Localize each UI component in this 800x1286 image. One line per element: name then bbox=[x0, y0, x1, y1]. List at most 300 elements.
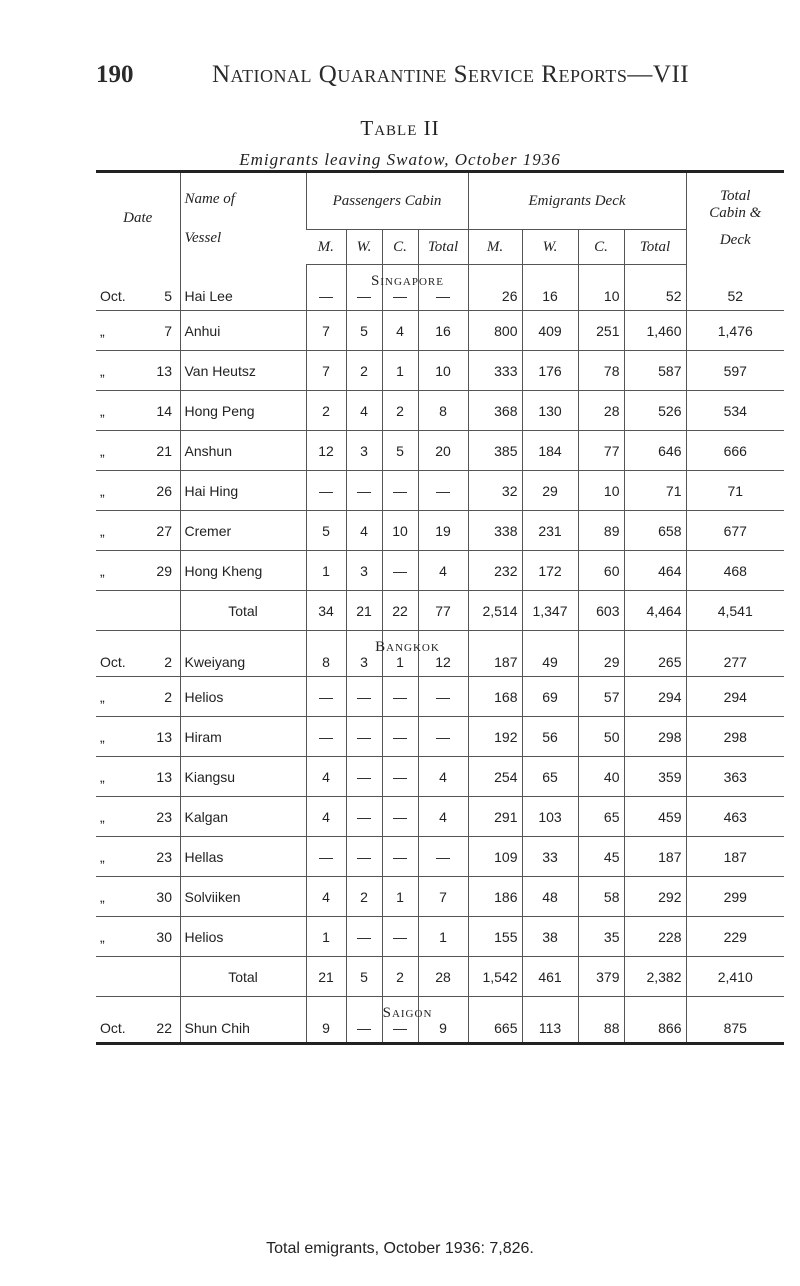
grand-total bbox=[686, 431, 784, 471]
cabin-children bbox=[382, 551, 418, 591]
cabin-women-value: — bbox=[357, 728, 371, 745]
deck-women bbox=[522, 677, 578, 717]
vessel-name: Kalgan bbox=[180, 797, 306, 837]
deck-women bbox=[522, 997, 578, 1044]
deck-total-value: 1,460 bbox=[646, 322, 682, 339]
cabin-women-value: — bbox=[357, 288, 371, 304]
table-row bbox=[96, 837, 784, 877]
deck-children-value: 10 bbox=[603, 482, 620, 499]
cabin-total bbox=[418, 757, 468, 797]
cabin-women-value: — bbox=[357, 768, 371, 785]
grand-total-value: 875 bbox=[723, 1020, 747, 1036]
cabin-children-value: 4 bbox=[396, 322, 404, 339]
cabin-total bbox=[418, 351, 468, 391]
cabin-women-value: — bbox=[357, 482, 371, 499]
deck-women-value: 409 bbox=[538, 322, 562, 339]
cabin-men bbox=[306, 797, 346, 837]
date-month: „ bbox=[100, 808, 105, 825]
date-day: 2 bbox=[164, 654, 172, 670]
deck-men bbox=[468, 511, 522, 551]
date-cell bbox=[96, 431, 180, 471]
total-deck-women: 1,347 bbox=[522, 591, 578, 631]
cabin-total-value: — bbox=[436, 288, 450, 304]
date-month: Oct. bbox=[100, 654, 126, 670]
deck-total bbox=[624, 717, 686, 757]
cabin-men-value: 1 bbox=[322, 928, 330, 945]
deck-men bbox=[468, 717, 522, 757]
table-row bbox=[96, 997, 784, 1044]
cabin-women bbox=[346, 797, 382, 837]
col-header-grand-line2: Cabin & bbox=[709, 205, 762, 222]
date-month: „ bbox=[100, 442, 105, 459]
date-cell bbox=[96, 757, 180, 797]
deck-women-value: 49 bbox=[542, 654, 558, 670]
deck-total-value: 52 bbox=[665, 288, 682, 304]
date-cell bbox=[96, 631, 180, 677]
table-title: Table II bbox=[360, 116, 440, 140]
cabin-women bbox=[346, 837, 382, 877]
cabin-total-value: 10 bbox=[435, 362, 451, 379]
cabin-women-value: — bbox=[357, 688, 371, 705]
deck-children bbox=[578, 391, 624, 431]
deck-men bbox=[468, 757, 522, 797]
date-cell bbox=[96, 917, 180, 957]
total-cabin-women: 21 bbox=[346, 591, 382, 631]
total-deck-children: 379 bbox=[578, 957, 624, 997]
date-cell bbox=[96, 351, 180, 391]
table-row bbox=[96, 757, 784, 797]
table-row bbox=[96, 511, 784, 551]
deck-total-value: 359 bbox=[658, 768, 682, 785]
table-row bbox=[96, 471, 784, 511]
grand-total-value: 677 bbox=[723, 522, 747, 539]
deck-total bbox=[624, 757, 686, 797]
date-month: „ bbox=[100, 888, 105, 905]
grand-total-value: 1,476 bbox=[717, 322, 753, 339]
deck-children-value: 88 bbox=[603, 1020, 620, 1036]
deck-men-value: 800 bbox=[494, 322, 518, 339]
cabin-total-value: 12 bbox=[435, 654, 451, 670]
deck-women bbox=[522, 717, 578, 757]
grand-total-value: 298 bbox=[723, 728, 747, 745]
cabin-men bbox=[306, 311, 346, 351]
date-cell bbox=[96, 677, 180, 717]
date-month: „ bbox=[100, 688, 105, 705]
total-deck-children: 603 bbox=[578, 591, 624, 631]
cabin-men-value: 7 bbox=[322, 322, 330, 339]
cabin-children bbox=[382, 717, 418, 757]
date-day: 13 bbox=[156, 362, 172, 379]
deck-men bbox=[468, 551, 522, 591]
col-group-deck: Emigrants Deck bbox=[468, 172, 686, 230]
date-day: 7 bbox=[164, 322, 172, 339]
deck-women-value: 69 bbox=[542, 688, 558, 705]
vessel-name: Cremer bbox=[180, 511, 306, 551]
col-header-grand-total bbox=[686, 172, 784, 265]
grand-total bbox=[686, 471, 784, 511]
col-header-cabin-m: M. bbox=[306, 230, 346, 265]
cabin-men bbox=[306, 511, 346, 551]
emigrants-table bbox=[96, 170, 784, 1045]
deck-men bbox=[468, 431, 522, 471]
deck-children-value: 29 bbox=[603, 654, 620, 670]
cabin-women bbox=[346, 997, 433, 1044]
cabin-men-value: — bbox=[319, 688, 333, 705]
deck-total bbox=[624, 431, 686, 471]
deck-women bbox=[522, 511, 578, 551]
cabin-children bbox=[382, 511, 418, 551]
deck-women bbox=[522, 431, 578, 471]
deck-women bbox=[522, 797, 578, 837]
deck-children bbox=[578, 877, 624, 917]
date-month: „ bbox=[100, 768, 105, 785]
cabin-women-value: 3 bbox=[360, 654, 368, 670]
grand-total-value: 597 bbox=[723, 362, 747, 379]
cabin-men-value: 9 bbox=[322, 1020, 330, 1036]
cabin-children bbox=[382, 797, 418, 837]
table-row bbox=[96, 717, 784, 757]
date-month: „ bbox=[100, 322, 105, 339]
table-row bbox=[96, 631, 784, 677]
deck-women bbox=[522, 917, 578, 957]
col-header-cabin-total: Total bbox=[418, 230, 468, 265]
table-row bbox=[96, 877, 784, 917]
date-month: „ bbox=[100, 482, 105, 499]
deck-children-value: 45 bbox=[603, 848, 620, 865]
deck-children bbox=[578, 351, 624, 391]
total-blank bbox=[96, 591, 180, 631]
grand-total-value: 463 bbox=[723, 808, 747, 825]
total-deck-men: 1,542 bbox=[468, 957, 522, 997]
deck-men bbox=[468, 837, 522, 877]
date-day: 21 bbox=[156, 442, 172, 459]
date-day: 23 bbox=[156, 848, 172, 865]
cabin-men-value: — bbox=[319, 288, 333, 304]
date-day: 22 bbox=[156, 1020, 172, 1036]
running-header: National Quarantine Service Reports—VII bbox=[212, 61, 690, 88]
date-day: 26 bbox=[156, 482, 172, 499]
cabin-men bbox=[306, 877, 346, 917]
cabin-women-value: 5 bbox=[360, 322, 368, 339]
deck-total bbox=[624, 351, 686, 391]
cabin-women-value: 2 bbox=[360, 362, 368, 379]
vessel-name: Van Heutsz bbox=[180, 351, 306, 391]
table-row bbox=[96, 551, 784, 591]
date-day: 29 bbox=[156, 562, 172, 579]
cabin-women-value: 3 bbox=[360, 562, 368, 579]
cabin-total-value: 7 bbox=[439, 888, 447, 905]
grand-total bbox=[686, 837, 784, 877]
total-cabin-men: 21 bbox=[306, 957, 346, 997]
date-cell bbox=[96, 265, 180, 311]
total-label: Total bbox=[180, 591, 306, 631]
deck-children-value: 89 bbox=[603, 522, 620, 539]
date-cell bbox=[96, 997, 180, 1044]
deck-women bbox=[522, 471, 578, 511]
grand-total bbox=[686, 351, 784, 391]
col-group-cabin: Passengers Cabin bbox=[306, 172, 468, 230]
deck-total bbox=[624, 677, 686, 717]
cabin-men bbox=[306, 757, 346, 797]
vessel-name: Hellas bbox=[180, 837, 306, 877]
grand-total-value: 52 bbox=[727, 288, 744, 304]
deck-men bbox=[468, 677, 522, 717]
deck-total-value: 459 bbox=[658, 808, 682, 825]
deck-children-value: 78 bbox=[603, 362, 620, 379]
deck-children bbox=[578, 631, 624, 677]
date-month: „ bbox=[100, 522, 105, 539]
deck-women bbox=[522, 757, 578, 797]
deck-men-value: 109 bbox=[494, 848, 518, 865]
date-cell bbox=[96, 551, 180, 591]
cabin-men bbox=[306, 391, 346, 431]
date-month: „ bbox=[100, 562, 105, 579]
col-header-deck-total: Total bbox=[624, 230, 686, 265]
deck-women bbox=[522, 311, 578, 351]
cabin-children-value: — bbox=[393, 848, 407, 865]
cabin-men-value: 7 bbox=[322, 362, 330, 379]
deck-total-value: 646 bbox=[658, 442, 682, 459]
deck-total bbox=[624, 265, 686, 311]
deck-men bbox=[468, 351, 522, 391]
deck-children-value: 35 bbox=[603, 928, 620, 945]
cabin-men-value: — bbox=[319, 848, 333, 865]
deck-total-value: 71 bbox=[665, 482, 682, 499]
cabin-women bbox=[346, 917, 382, 957]
date-cell bbox=[96, 391, 180, 431]
grand-total-value: 229 bbox=[723, 928, 747, 945]
section-port-label: Saigon bbox=[382, 1005, 433, 1021]
cabin-children bbox=[382, 837, 418, 877]
deck-women bbox=[522, 631, 578, 677]
grand-total-value: 299 bbox=[723, 888, 747, 905]
deck-women bbox=[522, 877, 578, 917]
cabin-total bbox=[418, 877, 468, 917]
grand-total bbox=[686, 877, 784, 917]
table-row bbox=[96, 431, 784, 471]
date-cell bbox=[96, 797, 180, 837]
deck-children-value: 58 bbox=[603, 888, 620, 905]
cabin-total-value: 9 bbox=[439, 1020, 447, 1036]
cabin-women-value: — bbox=[357, 1020, 371, 1036]
deck-women-value: 184 bbox=[538, 442, 562, 459]
cabin-children bbox=[382, 351, 418, 391]
deck-women-value: 231 bbox=[538, 522, 562, 539]
cabin-women bbox=[346, 677, 382, 717]
cabin-total bbox=[418, 797, 468, 837]
cabin-total-value: 4 bbox=[439, 768, 447, 785]
col-header-vessel-line1: Name of bbox=[184, 190, 235, 207]
table-row bbox=[96, 351, 784, 391]
deck-children bbox=[578, 837, 624, 877]
cabin-total-value: 4 bbox=[439, 808, 447, 825]
vessel-name: Hai Hing bbox=[180, 471, 306, 511]
deck-total-value: 292 bbox=[658, 888, 682, 905]
deck-men-value: 32 bbox=[501, 482, 518, 499]
table-body bbox=[96, 265, 784, 1044]
grand-total bbox=[686, 631, 784, 677]
deck-total bbox=[624, 997, 686, 1044]
date-cell bbox=[96, 471, 180, 511]
deck-men bbox=[468, 917, 522, 957]
cabin-children-value: — bbox=[393, 928, 407, 945]
cabin-children bbox=[382, 311, 418, 351]
deck-men-value: 155 bbox=[494, 928, 518, 945]
vessel-name: Kweiyang bbox=[180, 631, 306, 677]
grand-total-value: 71 bbox=[727, 482, 744, 499]
date-month: „ bbox=[100, 402, 105, 419]
cabin-total-value: — bbox=[436, 848, 450, 865]
table-row bbox=[96, 265, 784, 311]
cabin-total-value: — bbox=[436, 728, 450, 745]
cabin-children-value: — bbox=[393, 1020, 407, 1036]
total-label: Total bbox=[180, 957, 306, 997]
col-header-vessel-line2: Vessel bbox=[184, 229, 222, 246]
grand-total-value: 534 bbox=[723, 402, 747, 419]
deck-men bbox=[468, 797, 522, 837]
cabin-women-value: 4 bbox=[360, 522, 368, 539]
cabin-women-value: 2 bbox=[360, 888, 368, 905]
vessel-name: Hiram bbox=[180, 717, 306, 757]
cabin-total bbox=[418, 471, 468, 511]
deck-children-value: 40 bbox=[603, 768, 620, 785]
table-row bbox=[96, 797, 784, 837]
deck-total-value: 228 bbox=[658, 928, 682, 945]
vessel-name: Helios bbox=[180, 917, 306, 957]
deck-total bbox=[624, 631, 686, 677]
cabin-women bbox=[346, 431, 382, 471]
deck-total-value: 464 bbox=[658, 562, 682, 579]
cabin-men bbox=[306, 471, 346, 511]
cabin-men bbox=[306, 351, 346, 391]
cabin-men-value: — bbox=[319, 482, 333, 499]
deck-children bbox=[578, 997, 624, 1044]
deck-women-value: 113 bbox=[538, 1020, 562, 1036]
cabin-total bbox=[418, 431, 468, 471]
total-cabin-men: 34 bbox=[306, 591, 346, 631]
deck-total bbox=[624, 877, 686, 917]
deck-total bbox=[624, 311, 686, 351]
deck-total bbox=[624, 391, 686, 431]
vessel-name: Hai Lee bbox=[180, 265, 306, 311]
cabin-children-value: — bbox=[393, 768, 407, 785]
deck-total-value: 658 bbox=[658, 522, 682, 539]
date-day: 27 bbox=[156, 522, 172, 539]
deck-women-value: 56 bbox=[542, 728, 558, 745]
deck-men-value: 333 bbox=[494, 362, 518, 379]
cabin-women bbox=[346, 757, 382, 797]
grand-total bbox=[686, 997, 784, 1044]
col-header-cabin-c: C. bbox=[382, 230, 418, 265]
cabin-children-value: 1 bbox=[396, 362, 404, 379]
deck-women-value: 38 bbox=[542, 928, 558, 945]
cabin-children bbox=[382, 757, 418, 797]
vessel-name: Shun Chih bbox=[180, 997, 306, 1044]
deck-total-value: 187 bbox=[658, 848, 682, 865]
deck-women bbox=[522, 837, 578, 877]
date-month: „ bbox=[100, 928, 105, 945]
grand-total bbox=[686, 311, 784, 351]
cabin-men bbox=[306, 837, 346, 877]
cabin-total bbox=[418, 717, 468, 757]
cabin-total bbox=[418, 511, 468, 551]
table-row bbox=[96, 917, 784, 957]
col-header-vessel bbox=[180, 172, 306, 265]
deck-total bbox=[624, 551, 686, 591]
cabin-children bbox=[382, 677, 418, 717]
deck-men-value: 168 bbox=[494, 688, 518, 705]
deck-total bbox=[624, 471, 686, 511]
section-total-row bbox=[96, 591, 784, 631]
deck-total-value: 866 bbox=[658, 1020, 682, 1036]
cabin-men bbox=[306, 917, 346, 957]
total-grand-total: 2,410 bbox=[686, 957, 784, 997]
cabin-children bbox=[382, 471, 418, 511]
deck-children-value: 57 bbox=[603, 688, 620, 705]
deck-children-value: 251 bbox=[596, 322, 620, 339]
col-header-deck-m: M. bbox=[468, 230, 522, 265]
deck-total bbox=[624, 837, 686, 877]
col-header-date: Date bbox=[96, 172, 180, 265]
deck-women-value: 48 bbox=[542, 888, 558, 905]
cabin-women bbox=[346, 391, 382, 431]
deck-children-value: 10 bbox=[603, 288, 620, 304]
deck-men bbox=[468, 471, 522, 511]
cabin-men bbox=[306, 431, 346, 471]
deck-children-value: 65 bbox=[603, 808, 620, 825]
cabin-men-value: 8 bbox=[322, 654, 330, 670]
vessel-name: Helios bbox=[180, 677, 306, 717]
deck-women-value: 103 bbox=[538, 808, 562, 825]
grand-total-value: 294 bbox=[723, 688, 747, 705]
cabin-women bbox=[346, 351, 382, 391]
cabin-total bbox=[418, 311, 468, 351]
cabin-children bbox=[382, 431, 418, 471]
cabin-women bbox=[346, 265, 444, 311]
cabin-children bbox=[382, 391, 418, 431]
table-row bbox=[96, 311, 784, 351]
date-day: 30 bbox=[156, 888, 172, 905]
total-grand-total: 4,541 bbox=[686, 591, 784, 631]
deck-women-value: 65 bbox=[542, 768, 558, 785]
date-cell bbox=[96, 511, 180, 551]
cabin-women-value: — bbox=[357, 848, 371, 865]
cabin-women bbox=[346, 877, 382, 917]
table-row bbox=[96, 677, 784, 717]
deck-total-value: 526 bbox=[658, 402, 682, 419]
deck-children bbox=[578, 551, 624, 591]
deck-men bbox=[468, 391, 522, 431]
cabin-men bbox=[306, 677, 346, 717]
cabin-children bbox=[382, 877, 418, 917]
cabin-total-value: 19 bbox=[435, 522, 451, 539]
grand-total-value: 363 bbox=[723, 768, 747, 785]
total-deck-total: 2,382 bbox=[624, 957, 686, 997]
footer-note: Total emigrants, October 1936: 7,826. bbox=[266, 1240, 534, 1257]
cabin-men-value: 5 bbox=[322, 522, 330, 539]
deck-children bbox=[578, 511, 624, 551]
deck-women bbox=[522, 351, 578, 391]
total-cabin-total: 28 bbox=[418, 957, 468, 997]
deck-children bbox=[578, 431, 624, 471]
cabin-total-value: — bbox=[436, 482, 450, 499]
deck-children bbox=[578, 717, 624, 757]
cabin-children-value: 1 bbox=[396, 888, 404, 905]
date-day: 2 bbox=[164, 688, 172, 705]
deck-women-value: 16 bbox=[542, 288, 558, 304]
section-total-row bbox=[96, 957, 784, 997]
cabin-children-value: 5 bbox=[396, 442, 404, 459]
